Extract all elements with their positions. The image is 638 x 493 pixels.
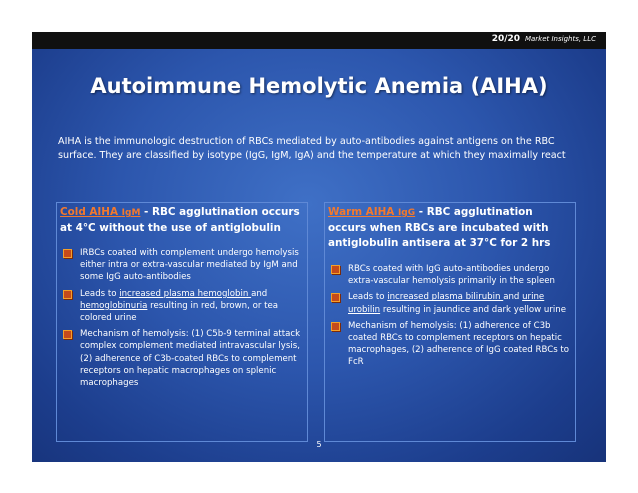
item-text: Leads to [348, 292, 388, 303]
cold-aiha-list [60, 247, 304, 393]
item-text: Mechanism of hemolysis: (1) C5b-9 terminal attack complex complement mediated intravascular lysis, (2) adherence of C3b-coated RBCs to complement receptors on hepatic macrophages on splenic macrophages [80, 329, 301, 389]
cold-aiha-isotype: IgM [121, 208, 141, 218]
list-item [328, 291, 572, 315]
warm-aiha-isotype: IgG [397, 208, 416, 218]
square-bullet-icon [63, 249, 72, 258]
list-item [328, 263, 572, 287]
item-text: and [503, 292, 523, 303]
cold-aiha-heading-text: - RBC agglutination occurs at 4°C without the use of antiglobulin [60, 206, 300, 234]
brand-number: 20/20 [491, 34, 521, 44]
square-bullet-icon [331, 265, 340, 274]
list-item [60, 328, 304, 389]
square-bullet-icon [63, 290, 72, 299]
underlined-term: hemoglobinuria [80, 300, 148, 311]
warm-aiha-heading [328, 205, 572, 251]
square-bullet-icon [331, 293, 340, 302]
item-text: RBCs coated with IgG auto-antibodies undergo extra-vascular hemolysis primarily in the spleen [348, 264, 555, 287]
warm-aiha-list [328, 263, 572, 373]
underlined-term: urine urobilin [348, 292, 545, 315]
underlined-term: increased plasma bilirubin [387, 292, 504, 303]
list-item [60, 247, 304, 284]
brand-name: Market Insights, LLC [524, 35, 596, 43]
item-text: resulting in red, brown, or tea colored urine [80, 300, 279, 324]
cold-aiha-heading [60, 205, 304, 236]
item-text: resulting in jaundice and dark yellow urine [380, 304, 567, 315]
slide [32, 32, 606, 462]
item-text: Leads to [80, 288, 120, 299]
page-number: 5 [316, 440, 322, 449]
square-bullet-icon [331, 322, 340, 331]
item-text: IRBCs coated with complement undergo hemolysis either intra or extra-vascular mediated by IgM and some IgG auto-antibodies [80, 248, 299, 283]
top-bar [32, 32, 606, 49]
cold-aiha-highlight [60, 206, 140, 218]
warm-aiha-name: Warm AIHA [328, 206, 395, 218]
intro-text: AIHA is the immunologic destruction of RBCs mediated by auto-antibodies against antigens on the RBC surface. They are classified by isotype (IgG, IgM, IgA) and the temperature at which they maximally react [58, 136, 566, 161]
warm-aiha-highlight [328, 206, 415, 218]
slide-title: Autoimmune Hemolytic Anemia (AIHA) [90, 74, 548, 98]
item-text: Mechanism of hemolysis: (1) adherence of C3b coated RBCs to complement receptors on hepatic macrophages, (2) adherence of IgG coated RBCs to FcR [348, 320, 570, 368]
cold-aiha-name: Cold AIHA [60, 206, 119, 218]
cold-aiha-box [56, 202, 308, 442]
brand-label [492, 34, 596, 44]
warm-aiha-box [324, 202, 576, 442]
warm-aiha-heading-text: - RBC agglutination occurs when RBCs are incubated with antiglobulin antisera at 37°C for 2 hrs [328, 206, 551, 249]
square-bullet-icon [63, 330, 72, 339]
list-item [60, 288, 304, 325]
item-text: and [251, 288, 268, 299]
list-item [328, 320, 572, 369]
underlined-term: increased plasma hemoglobin [119, 288, 252, 299]
